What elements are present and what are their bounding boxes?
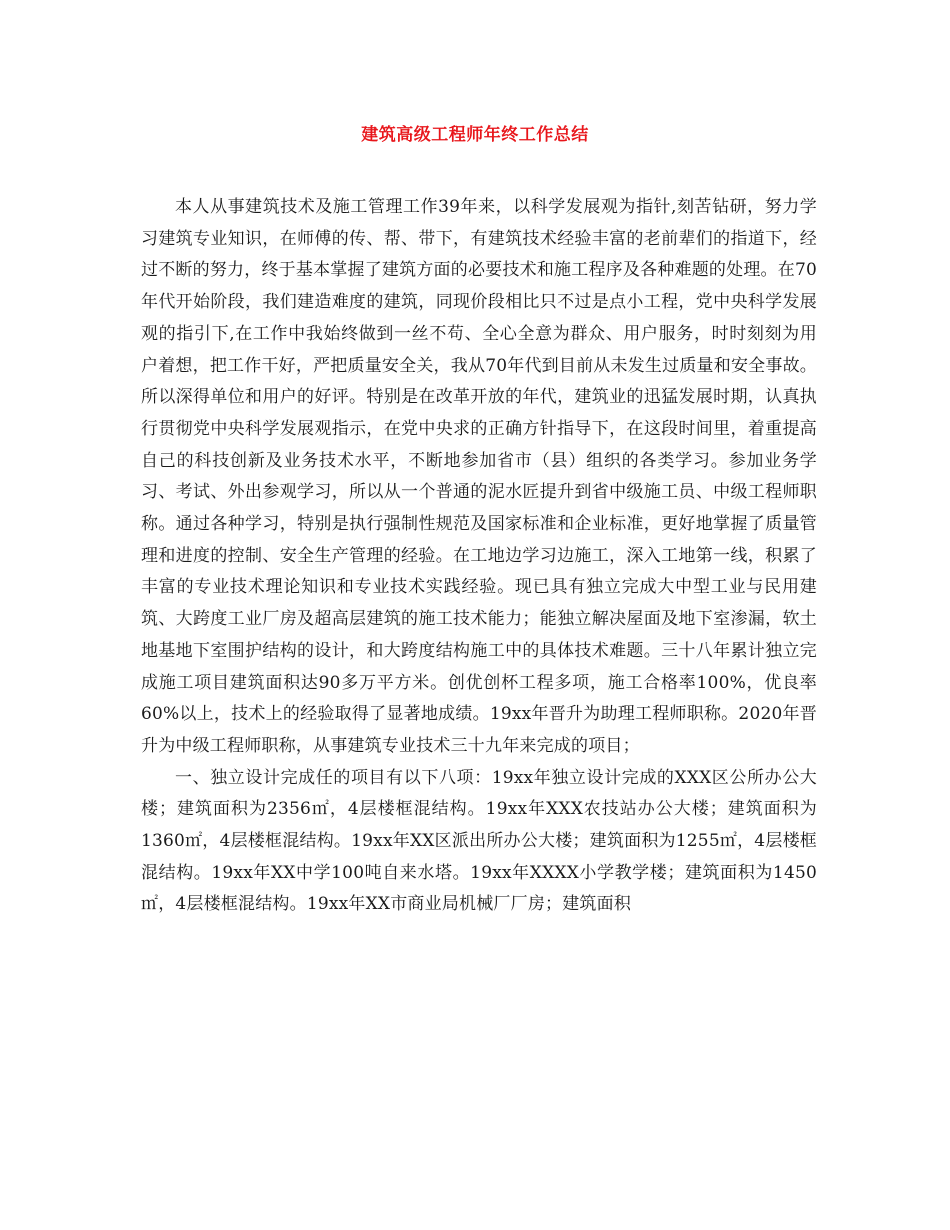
document-body — [141, 192, 817, 921]
paragraph-intro: 本人从事建筑技术及施工管理工作39年来，以科学发展观为指针,刻苦钻研，努力学习建筑专业知识，在师傅的传、帮、带下，有建筑技术经验丰富的老前辈们的指道下，经过不断的努力，终于基本掌握了建筑方面的必要技术和施工程序及各种难题的处理。在70年代开始阶段，我们建造难度的建筑，同现价段相比只不过是点小工程，党中央科学发展观的指引下,在工作中我始终做到一丝不苟、全心全意为群众、用户服务，时时刻刻为用户着想，把工作干好，严把质量安全关，我从70年代到目前从未发生过质量和安全事故。所以深得单位和用户的好评。特别是在改革开放的年代，建筑业的迅猛发展时期，认真执行贯彻党中央科学发展观指示，在党中央求的正确方针指导下，在这段时间里，着重提高自己的科技创新及业务技术水平，不断地参加省市（县）组织的各类学习。参加业务学习、考试、外出参观学习，所以从一个普通的泥水匠提升到省中级施工员、中级工程师职称。通过各种学习，特别是执行强制性规范及国家标准和企业标准，更好地掌握了质量管理和进度的控制、安全生产管理的经验。在工地边学习边施工，深入工地第一线，积累了丰富的专业技术理论知识和专业技术实践经验。现已具有独立完成大中型工业与民用建筑、大跨度工业厂房及超高层建筑的施工技术能力；能独立解决屋面及地下室渗漏，软土地基地下室围护结构的设计，和大跨度结构施工中的具体技术难题。三十八年累计独立完成施工项目建筑面积达90多万平方米。创优创杯工程多项，施工合格率100%，优良率60%以上，技术上的经验取得了显著地成绩。19xx年晋升为助理工程师职称。2020年晋升为中级工程师职称，从事建筑专业技术三十九年来完成的项目； — [141, 197, 817, 756]
document-title: 建筑高级工程师年终工作总结 — [361, 125, 589, 145]
paragraph-projects: 一、独立设计完成任的项目有以下八项：19xx年独立设计完成的XXX区公所办公大楼；建筑面积为2356㎡，4层楼框混结构。19xx年XXX农技站办公大楼；建筑面积为1360㎡，4层楼框混结构。19xx年XX区派出所办公大楼；建筑面积为1255㎡，4层楼框混结构。19xx年XX中学100吨自来水塔。19xx年XXXX小学教学楼；建筑面积为1450㎡，4层楼框混结构。19xx年XX市商业局机械厂厂房；建筑面积 — [141, 767, 817, 915]
